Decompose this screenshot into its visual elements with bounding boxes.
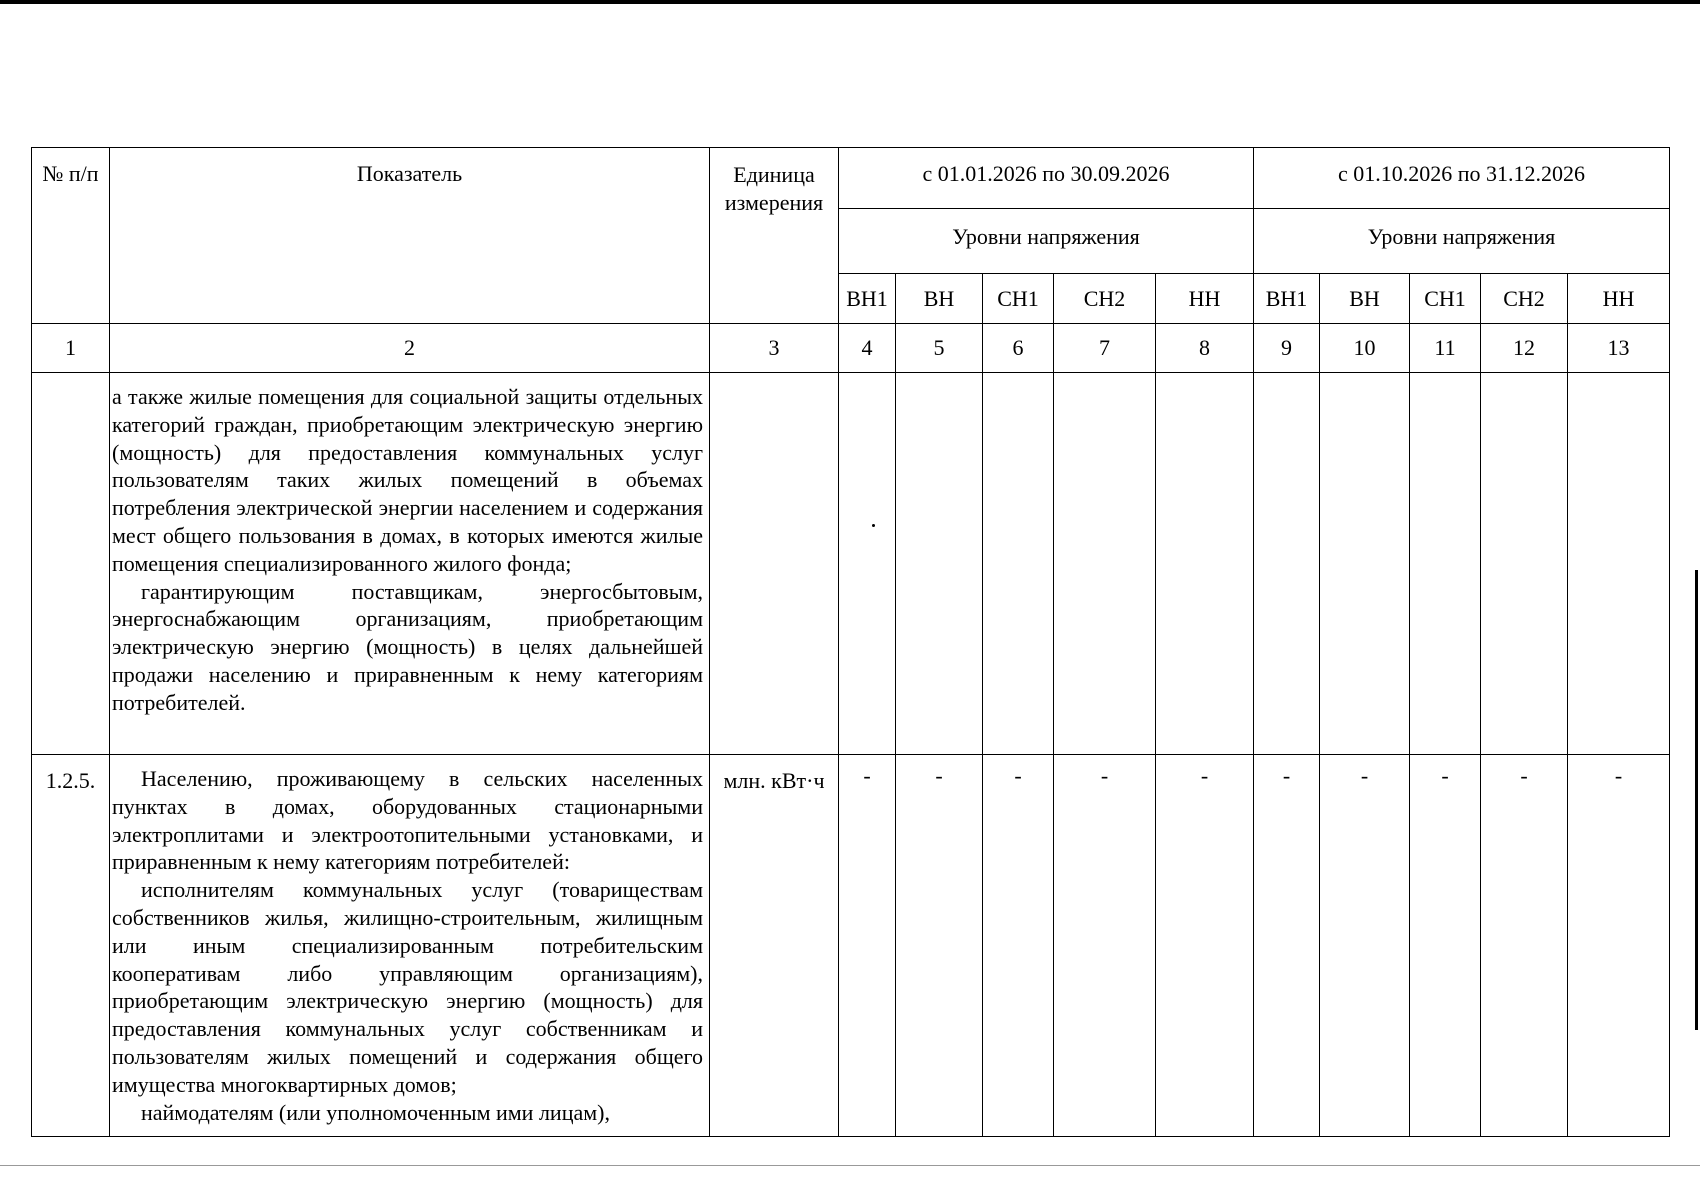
row-indicator (110, 373, 710, 755)
col-number: 2 (110, 324, 710, 373)
header-period-2: с 01.10.2026 по 31.12.2026 (1254, 148, 1670, 209)
scan-bottom-line (0, 1165, 1700, 1166)
row-num: 1.2.5. (32, 755, 110, 1137)
header-level-sn2-p1: СН2 (1054, 274, 1156, 324)
col-number: 3 (710, 324, 839, 373)
indicator-paragraph: исполнителям коммунальных услуг (товариществам собственников жилья, жилищно-строительным, жилищным или иным специализированным потребительским кооперативам либо управляющим организациям), приобретающим электрическую энергию (мощность) для предоставления коммунальных услуг собственникам и пользователям жилых помещений и содержания общего имущества многоквартирных домов; (112, 877, 703, 1097)
header-unit-line1: Единица (733, 162, 815, 187)
row-indicator (110, 755, 710, 1137)
value-cell: - (1054, 755, 1156, 1137)
col-number: 13 (1568, 324, 1670, 373)
header-voltage-levels-1: Уровни напряжения (839, 209, 1254, 274)
col-number: 1 (32, 324, 110, 373)
header-level-vn1-p1: ВН1 (839, 274, 896, 324)
value-cell (983, 373, 1054, 755)
header-unit-line2: измерения (724, 190, 824, 215)
col-number: 11 (1410, 324, 1481, 373)
indicator-paragraph: наймодателям (или уполномоченным ими лицам), (141, 1099, 610, 1125)
value-cell: - (896, 755, 983, 1137)
header-level-vn1-p2: ВН1 (1254, 274, 1320, 324)
header-num: № п/п (32, 148, 110, 324)
header-level-sn1-p1: СН1 (983, 274, 1054, 324)
header-period-1: с 01.01.2026 по 30.09.2026 (839, 148, 1254, 209)
value-cell: - (983, 755, 1054, 1137)
value-cell: - (1481, 755, 1568, 1137)
value-cell (896, 373, 983, 755)
indicator-paragraph: гарантирующим поставщикам, энергосбытовым, энергоснабжающим организациям, приобретающим электрическую энергию (мощность) в целях дальнейшей продажи населению и приравненным к нему категориям потребителей. (112, 578, 703, 715)
value-cell: - (1156, 755, 1254, 1137)
header-level-sn1-p2: СН1 (1410, 274, 1481, 324)
row-unit: млн. кВт·ч (710, 755, 839, 1137)
value-cell: - (1410, 755, 1481, 1137)
header-level-nn-p1: НН (1156, 274, 1254, 324)
header-voltage-levels-2: Уровни напряжения (1254, 209, 1670, 274)
value-cell (1410, 373, 1481, 755)
value-cell (1254, 373, 1320, 755)
value-cell: - (839, 755, 896, 1137)
value-cell (1156, 373, 1254, 755)
col-number: 6 (983, 324, 1054, 373)
table-row (32, 755, 1670, 1137)
col-number: 10 (1320, 324, 1410, 373)
scan-right-edge (1695, 570, 1698, 1030)
value-cell: - (1320, 755, 1410, 1137)
value-cell: - (1568, 755, 1670, 1137)
value-cell (1568, 373, 1670, 755)
col-number: 8 (1156, 324, 1254, 373)
col-number: 12 (1481, 324, 1568, 373)
value-cell (1481, 373, 1568, 755)
indicator-paragraph: а также жилые помещения для социальной защиты отдельных категорий граждан, приобретающим электрическую энергию (мощность) для предоставления коммунальных услуг пользователям таких жилых помещений в объемах потребления электрической энергии населением и содержания мест общего пользования в домах, в которых имеются жилые помещения специализированного жилого фонда; (112, 384, 703, 576)
header-level-vn-p1: ВН (896, 274, 983, 324)
tariff-table (31, 147, 1670, 1137)
row-num (32, 373, 110, 755)
header-level-nn-p2: НН (1568, 274, 1670, 324)
header-level-sn2-p2: СН2 (1481, 274, 1568, 324)
header-indicator: Показатель (110, 148, 710, 324)
value-cell (839, 373, 896, 755)
indicator-paragraph: Населению, проживающему в сельских населенных пунктах в домах, оборудованных стационарными электроплитами и электроотопительными установками, и приравненным к нему категориям потребителей: (112, 766, 703, 875)
table-row (32, 373, 1670, 755)
scan-top-edge (0, 0, 1700, 4)
value-cell: - (1254, 755, 1320, 1137)
header-level-vn-p2: ВН (1320, 274, 1410, 324)
col-number: 7 (1054, 324, 1156, 373)
row-unit (710, 373, 839, 755)
col-number: 4 (839, 324, 896, 373)
col-number: 9 (1254, 324, 1320, 373)
value-cell (1320, 373, 1410, 755)
col-number: 5 (896, 324, 983, 373)
header-unit (710, 148, 839, 324)
value-cell (1054, 373, 1156, 755)
